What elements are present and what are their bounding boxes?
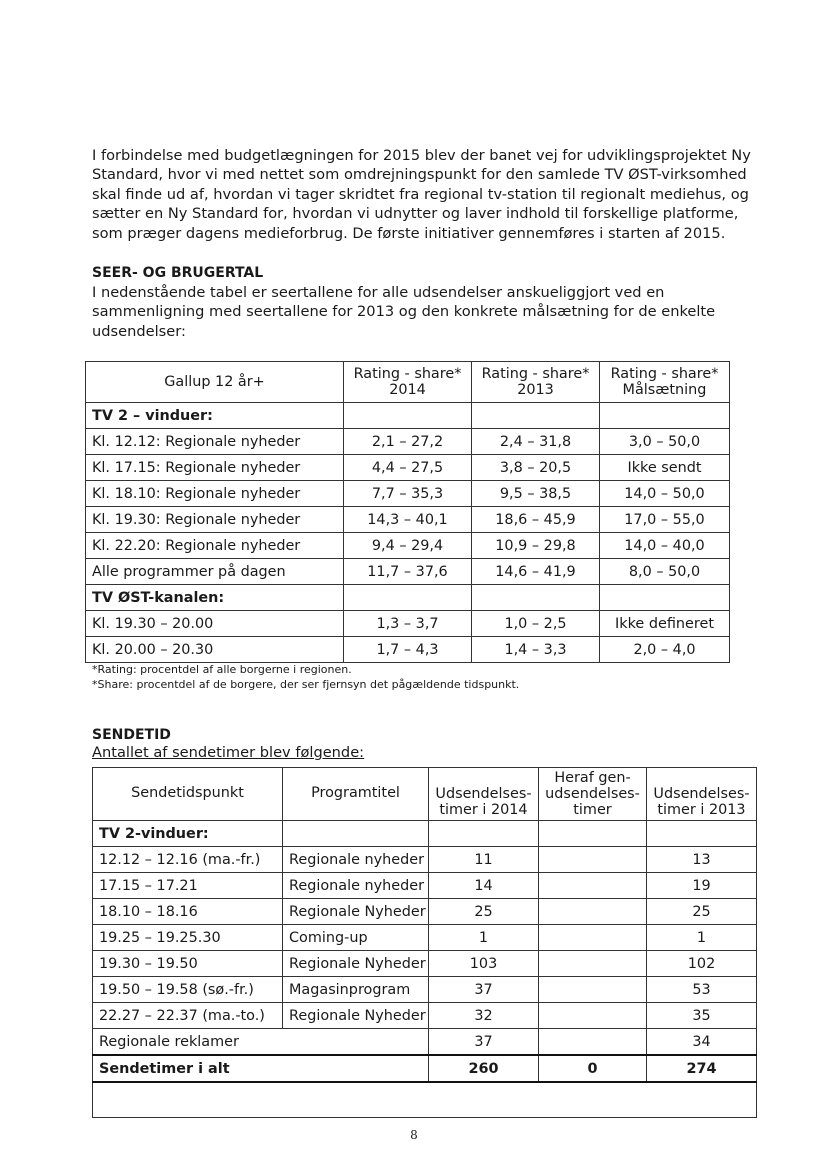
footnote-rating: *Rating: procentdel af alle borgerne i regionen. — [92, 663, 352, 676]
program-cell: Regionale Nyheder — [283, 951, 429, 977]
ratings-table — [85, 361, 730, 663]
group-label: TV 2 – vinduer: — [86, 403, 344, 429]
empty-cell — [647, 821, 757, 847]
program-cell: Kl. 17.15: Regionale nyheder — [86, 455, 344, 481]
value-2014: 1,7 – 4,3 — [344, 637, 472, 663]
value-2013: 2,4 – 31,8 — [472, 429, 600, 455]
header-2013 — [472, 362, 600, 403]
total-row — [93, 1055, 757, 1082]
total-hours-2013: 274 — [647, 1055, 757, 1082]
value-2013: 1,0 – 2,5 — [472, 611, 600, 637]
time-cell: 19.50 – 19.58 (sø.-fr.) — [93, 977, 283, 1003]
table-row — [93, 899, 757, 925]
group-label: TV ØST-kanalen: — [86, 585, 344, 611]
time-cell: 17.15 – 17.21 — [93, 873, 283, 899]
table-row — [93, 951, 757, 977]
hours-2014: 25 — [429, 899, 539, 925]
table-row — [93, 1003, 757, 1029]
program-cell: Kl. 22.20: Regionale nyheder — [86, 533, 344, 559]
program-cell: Regionale nyheder — [283, 873, 429, 899]
group-row-tv2-windows — [93, 821, 757, 847]
value-2014: 1,3 – 3,7 — [344, 611, 472, 637]
table-row — [93, 873, 757, 899]
value-target: 3,0 – 50,0 — [600, 429, 730, 455]
hours-2013: 1 — [647, 925, 757, 951]
header-time: Sendetidspunkt — [93, 768, 283, 821]
header-hours-2013 — [647, 768, 757, 821]
empty-cell — [429, 821, 539, 847]
time-cell: 18.10 – 18.16 — [93, 899, 283, 925]
value-2014: 2,1 – 27,2 — [344, 429, 472, 455]
value-target: Ikke sendt — [600, 455, 730, 481]
header-reruns-line1: Heraf gen- — [554, 770, 631, 786]
group-label: TV 2-vinduer: — [93, 821, 283, 847]
hours-2013: 35 — [647, 1003, 757, 1029]
total-rerun-hours: 0 — [539, 1055, 647, 1082]
header-2014-line1: Rating - share* — [353, 366, 462, 382]
header-hours-2013-line1: Udsendelses- — [653, 786, 750, 802]
value-2014: 11,7 – 37,6 — [344, 559, 472, 585]
empty-cell — [344, 403, 472, 429]
empty-cell — [344, 585, 472, 611]
page-number: 8 — [410, 1128, 418, 1142]
value-target: 8,0 – 50,0 — [600, 559, 730, 585]
hours-2013: 53 — [647, 977, 757, 1003]
hours-2014: 32 — [429, 1003, 539, 1029]
ads-hours-2013: 34 — [647, 1029, 757, 1056]
time-cell: 12.12 – 12.16 (ma.-fr.) — [93, 847, 283, 873]
section-heading-airtime: SENDETID — [92, 727, 171, 743]
value-target: 17,0 – 55,0 — [600, 507, 730, 533]
group-row-tv2 — [86, 403, 730, 429]
ads-label: Regionale reklamer — [93, 1029, 429, 1056]
hours-2014: 11 — [429, 847, 539, 873]
program-cell: Magasinprogram — [283, 977, 429, 1003]
header-2014-line2: 2014 — [389, 382, 426, 398]
total-label: Sendetimer i alt — [93, 1055, 429, 1082]
header-hours-2014-line2: timer i 2014 — [439, 802, 528, 818]
airtime-subheading: Antallet af sendetimer blev følgende: — [92, 744, 365, 761]
airtime-table-header — [93, 768, 757, 821]
rerun-hours — [539, 951, 647, 977]
program-cell: Kl. 19.30 – 20.00 — [86, 611, 344, 637]
program-cell: Regionale Nyheder — [283, 1003, 429, 1029]
total-hours-2014: 260 — [429, 1055, 539, 1082]
value-target: 2,0 – 4,0 — [600, 637, 730, 663]
value-2014: 4,4 – 27,5 — [344, 455, 472, 481]
ads-hours-2014: 37 — [429, 1029, 539, 1056]
empty-cell — [283, 821, 429, 847]
table-row — [86, 559, 730, 585]
hours-2013: 13 — [647, 847, 757, 873]
program-cell: Kl. 19.30: Regionale nyheder — [86, 507, 344, 533]
empty-cell — [93, 1082, 757, 1118]
hours-2013: 19 — [647, 873, 757, 899]
rerun-hours — [539, 847, 647, 873]
empty-cell — [600, 403, 730, 429]
hours-2014: 103 — [429, 951, 539, 977]
rerun-hours — [539, 873, 647, 899]
header-reruns — [539, 768, 647, 821]
value-2014: 9,4 – 29,4 — [344, 533, 472, 559]
header-2013-line1: Rating - share* — [481, 366, 590, 382]
table-row — [93, 925, 757, 951]
viewers-intro-text: I nedenstående tabel er seertallene for alle udsendelser anskueliggjort ved en sammenligning med seertallene for 2013 og den konkrete målsætning for de enkelte udsendelser: — [92, 284, 716, 340]
time-cell: 19.30 – 19.50 — [93, 951, 283, 977]
value-target: 14,0 – 40,0 — [600, 533, 730, 559]
program-cell: Coming-up — [283, 925, 429, 951]
airtime-table — [92, 767, 757, 1118]
header-hours-2014-line1: Udsendelses- — [435, 786, 532, 802]
value-2013: 9,5 – 38,5 — [472, 481, 600, 507]
header-hours-2013-line2: timer i 2013 — [657, 802, 746, 818]
header-target-line2: Målsætning — [622, 382, 707, 398]
program-cell: Regionale nyheder — [283, 847, 429, 873]
table-row — [86, 481, 730, 507]
value-2014: 14,3 – 40,1 — [344, 507, 472, 533]
header-target — [600, 362, 730, 403]
ads-row — [93, 1029, 757, 1056]
table-row — [93, 847, 757, 873]
program-cell: Kl. 20.00 – 20.30 — [86, 637, 344, 663]
empty-cell — [600, 585, 730, 611]
program-cell: Regionale Nyheder — [283, 899, 429, 925]
value-2014: 7,7 – 35,3 — [344, 481, 472, 507]
empty-cell — [539, 821, 647, 847]
hours-2013: 102 — [647, 951, 757, 977]
empty-cell — [472, 585, 600, 611]
empty-row — [93, 1082, 757, 1118]
value-2013: 18,6 – 45,9 — [472, 507, 600, 533]
hours-2014: 14 — [429, 873, 539, 899]
rerun-hours — [539, 925, 647, 951]
hours-2014: 1 — [429, 925, 539, 951]
table-row — [93, 977, 757, 1003]
header-reruns-line3: timer — [573, 802, 612, 818]
table-row — [86, 637, 730, 663]
rerun-hours — [539, 977, 647, 1003]
header-hours-2014 — [429, 768, 539, 821]
rerun-hours — [539, 1003, 647, 1029]
value-2013: 1,4 – 3,3 — [472, 637, 600, 663]
table-row — [86, 533, 730, 559]
time-cell: 22.27 – 22.37 (ma.-to.) — [93, 1003, 283, 1029]
header-2014 — [344, 362, 472, 403]
program-cell: Alle programmer på dagen — [86, 559, 344, 585]
ratings-table-header — [86, 362, 730, 403]
program-cell: Kl. 12.12: Regionale nyheder — [86, 429, 344, 455]
rerun-hours — [539, 899, 647, 925]
value-target: 14,0 – 50,0 — [600, 481, 730, 507]
hours-2013: 25 — [647, 899, 757, 925]
header-target-line1: Rating - share* — [610, 366, 719, 382]
value-2013: 3,8 – 20,5 — [472, 455, 600, 481]
value-2013: 14,6 – 41,9 — [472, 559, 600, 585]
table-row — [86, 429, 730, 455]
footnote-share: *Share: procentdel af de borgere, der ser fjernsyn det pågældende tidspunkt. — [92, 678, 520, 691]
group-row-tvost — [86, 585, 730, 611]
time-cell: 19.25 – 19.25.30 — [93, 925, 283, 951]
value-target: Ikke defineret — [600, 611, 730, 637]
empty-cell — [472, 403, 600, 429]
table-row — [86, 455, 730, 481]
hours-2014: 37 — [429, 977, 539, 1003]
intro-paragraph: I forbindelse med budgetlægningen for 2015 blev der banet vej for udviklingsprojektet Ny Standard, hvor vi med nettet som omdrejningspunkt for den samlede TV ØST-virksomhed skal finde ud af, hvordan vi tager skridtet fra regional tv-station til regionalt mediehus, og sætter en Ny Standard for, hvordan vi udnytter og laver indhold til forskellige platforme, som præger dagens medieforbrug. De første initiativer gennemføres i starten af 2015. — [92, 147, 751, 242]
value-2013: 10,9 – 29,8 — [472, 533, 600, 559]
header-gallup: Gallup 12 år+ — [86, 362, 344, 403]
table-row — [86, 507, 730, 533]
program-cell: Kl. 18.10: Regionale nyheder — [86, 481, 344, 507]
empty-cell — [539, 1029, 647, 1056]
section-heading-viewers: SEER- OG BRUGERTAL — [92, 265, 264, 281]
table-row — [86, 611, 730, 637]
header-program: Programtitel — [283, 768, 429, 821]
header-reruns-line2: udsendelses- — [545, 786, 640, 802]
header-2013-line2: 2013 — [517, 382, 554, 398]
